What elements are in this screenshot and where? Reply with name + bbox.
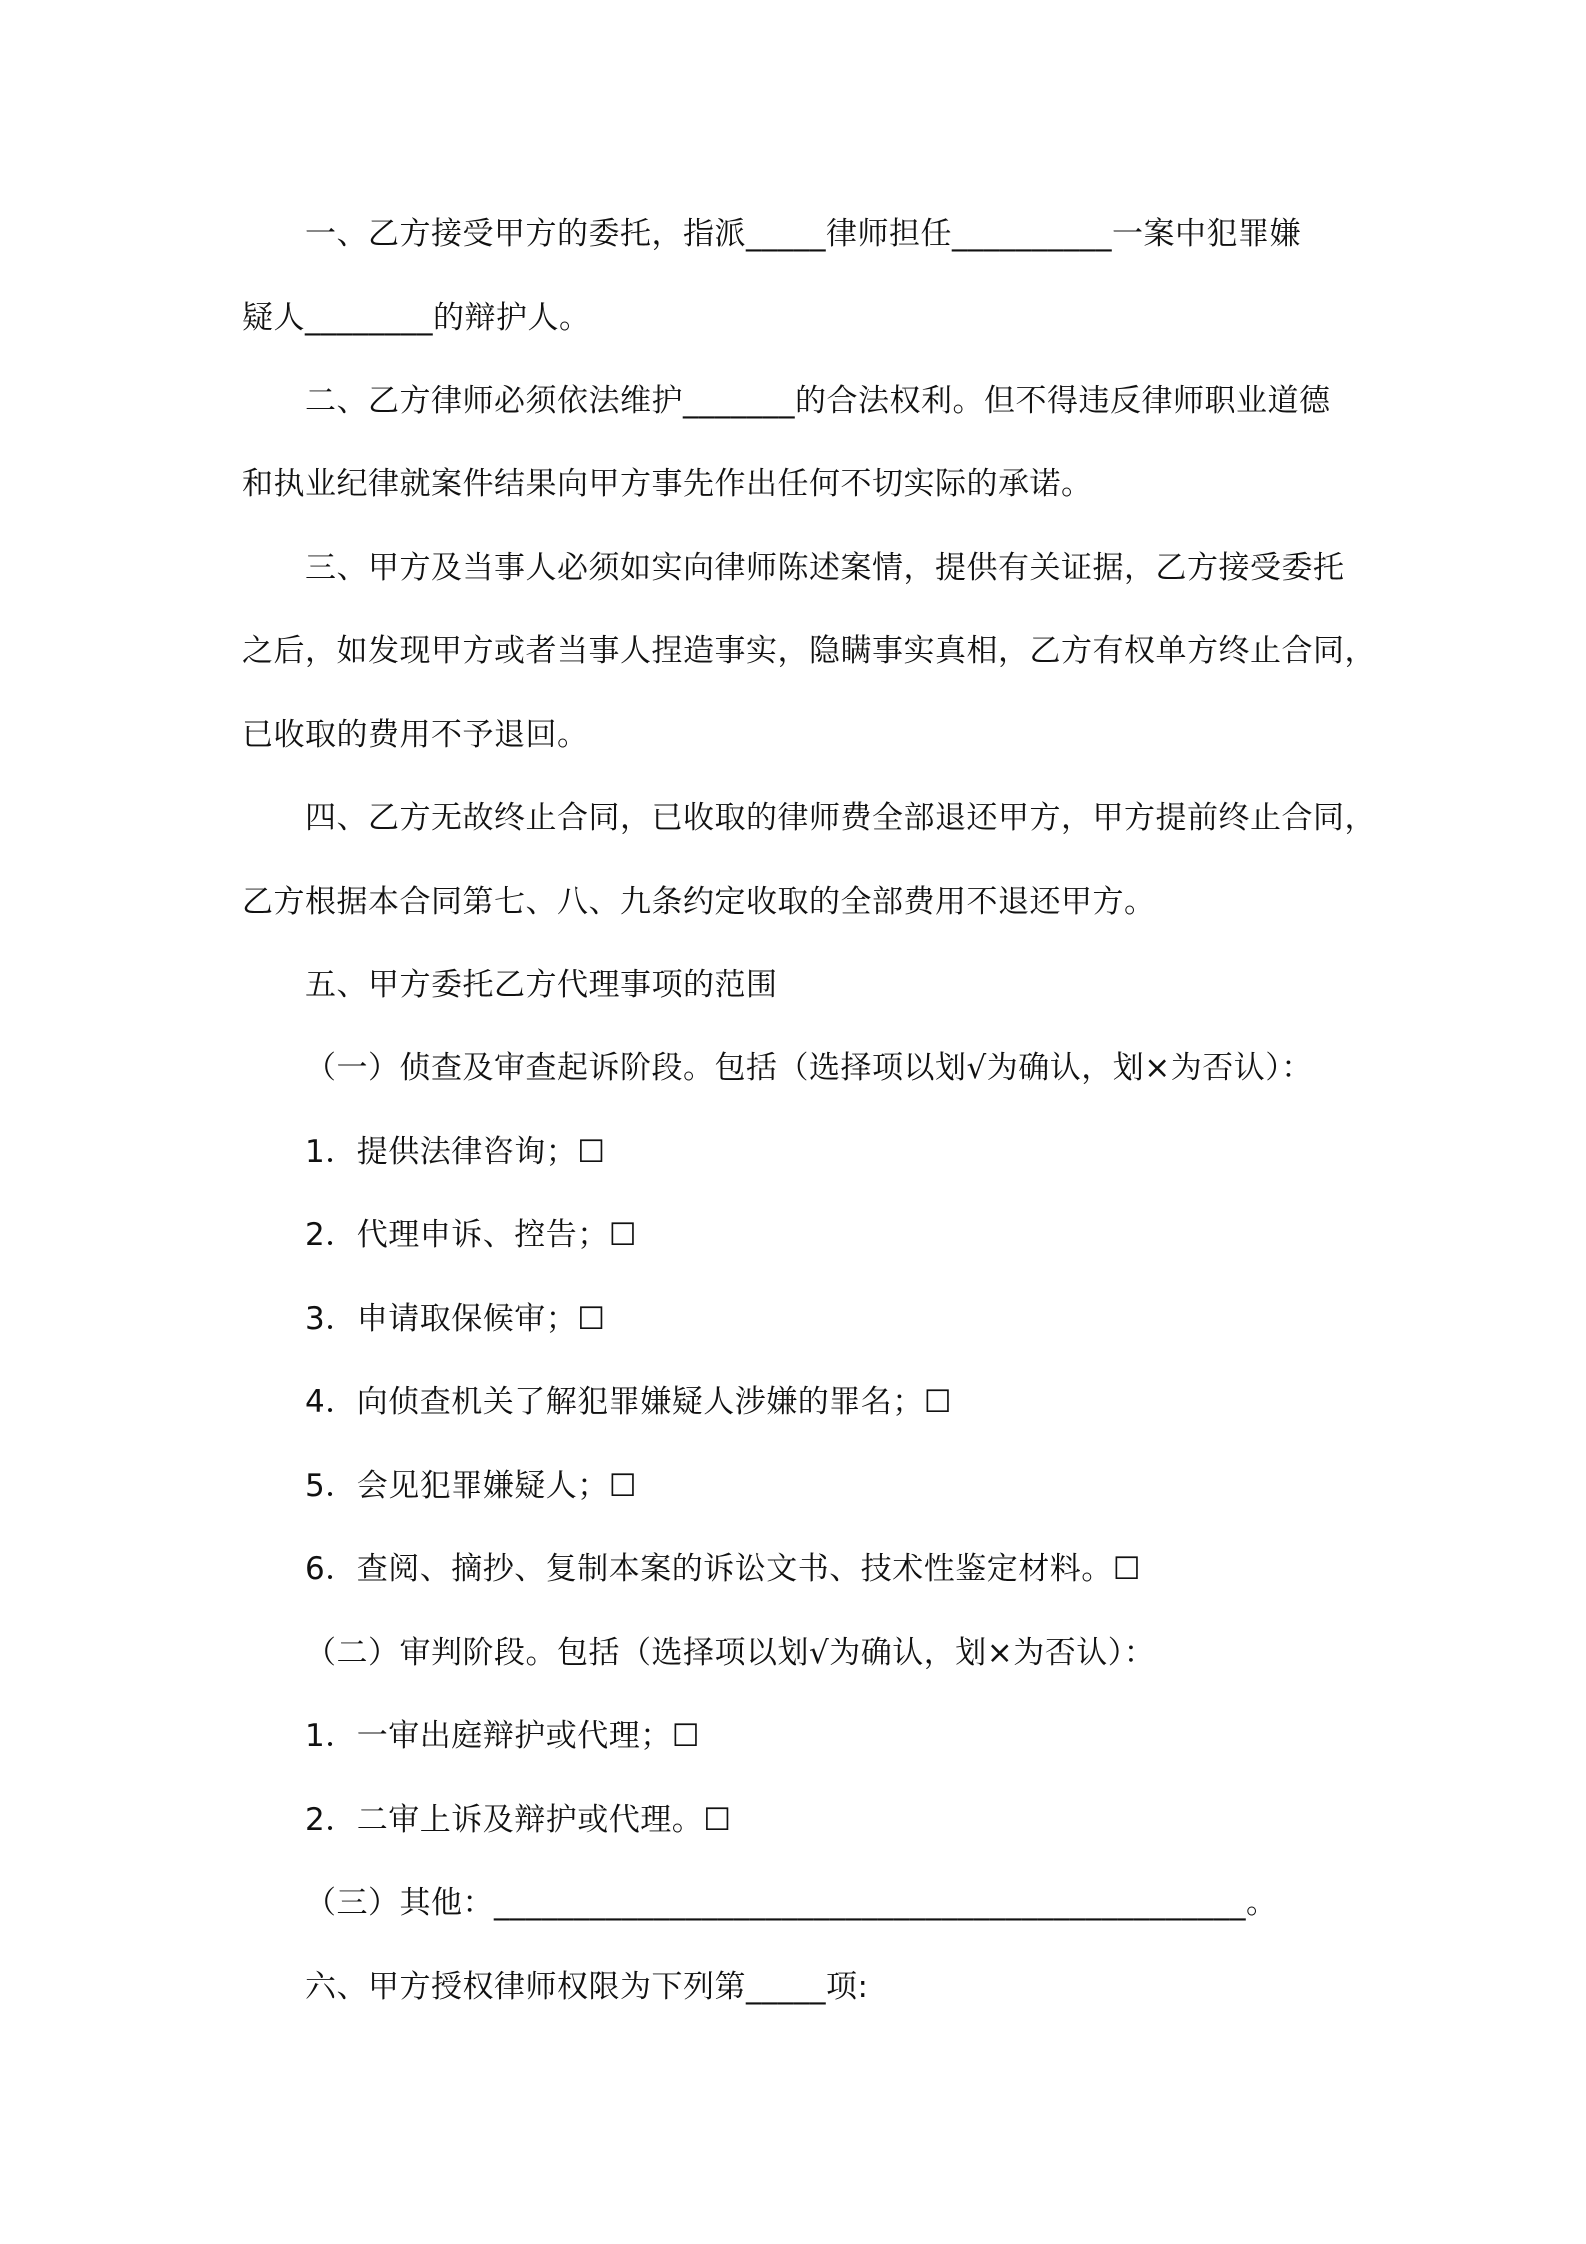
section-2-item: 2．二审上诉及辩护或代理。☐ <box>305 1802 732 1838</box>
clause-2-line-1: 二、乙方律师必须依法维护_______的合法权利。但不得违反律师职业道德 <box>305 383 1331 419</box>
clause-2-line-2: 和执业纪律就案件结果向甲方事先作出任何不切实际的承诺。 <box>242 466 1093 502</box>
clause-3-line-2: 之后，如发现甲方或者当事人捏造事实，隐瞒事实真相，乙方有权单方终止合同， <box>242 633 1376 669</box>
clause-4-line-1: 四、乙方无故终止合同，已收取的律师费全部退还甲方，甲方提前终止合同， <box>305 800 1376 836</box>
section-2-heading: （二）审判阶段。包括（选择项以划√为确认，划×为否认）： <box>305 1635 1156 1671</box>
clause-6-heading: 六、甲方授权律师权限为下列第_____项: <box>305 1969 869 2005</box>
section-2-item: 1．一审出庭辩护或代理；☐ <box>305 1718 701 1754</box>
section-1-item: 1．提供法律咨询；☐ <box>305 1134 606 1170</box>
clause-3-line-1: 三、甲方及当事人必须如实向律师陈述案情，提供有关证据，乙方接受委托 <box>305 550 1345 586</box>
clause-3-line-3: 已收取的费用不予退回。 <box>242 717 589 753</box>
clause-1-line-1: 一、乙方接受甲方的委托，指派_____律师担任__________一案中犯罪嫌 <box>305 216 1301 252</box>
section-1-item: 2．代理申诉、控告；☐ <box>305 1217 638 1253</box>
section-1-heading: （一）侦查及审查起诉阶段。包括（选择项以划√为确认，划×为否认）： <box>305 1050 1313 1086</box>
clause-1-line-2: 疑人________的辩护人。 <box>242 300 591 336</box>
section-3-other: （三）其他：_______________________________________________。 <box>305 1885 1278 1921</box>
section-1-item: 4．向侦查机关了解犯罪嫌疑人涉嫌的罪名；☐ <box>305 1384 953 1420</box>
clause-5-heading: 五、甲方委托乙方代理事项的范围 <box>305 967 778 1003</box>
section-1-item: 5．会见犯罪嫌疑人；☐ <box>305 1468 638 1504</box>
clause-4-line-2: 乙方根据本合同第七、八、九条约定收取的全部费用不退还甲方。 <box>242 884 1156 920</box>
section-1-item: 3．申请取保候审；☐ <box>305 1301 606 1337</box>
section-1-item: 6．查阅、摘抄、复制本案的诉讼文书、技术性鉴定材料。☐ <box>305 1551 1142 1587</box>
